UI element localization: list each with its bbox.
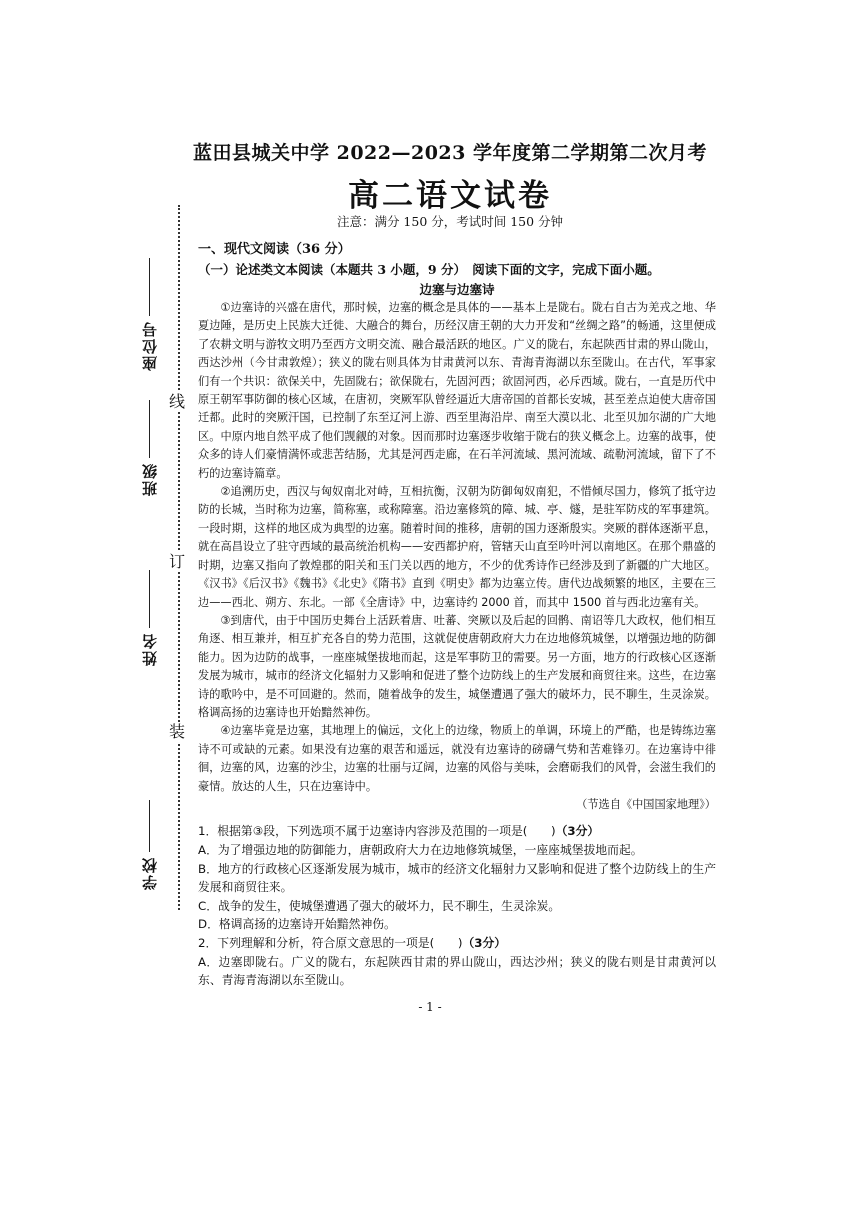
- class-field: [138, 400, 160, 496]
- article-source: （节选自《中国国家地理》）: [576, 797, 716, 811]
- school-field: [138, 800, 160, 890]
- part-heading: [198, 260, 716, 280]
- question-1-option-a[interactable]: A．为了增强边地的防御能力，唐朝政府大力在边地修筑城堡，一座座城堡拔地而起。: [198, 842, 643, 857]
- binding-mark-line: 线: [169, 392, 186, 411]
- name-label: 姓名: [140, 632, 159, 666]
- question-1-option-b[interactable]: B．地方的行政核心区逐渐发展为城市，城市的经济文化辐射力又影响和促进了整个边防线上的生产发展和商贸往来。: [198, 861, 716, 895]
- class-blank[interactable]: [149, 400, 150, 458]
- article-paragraph: ④边塞毕竟是边塞，其地理上的偏远，文化上的边缘，物质上的单调，环境上的严酷，也是铸练边塞诗不可或缺的元素。如果没有边塞的艰苦和遥远，就没有边塞诗的磅礴气势和苦难锋刃。在边塞诗中徘徊，边塞的风，边塞的沙尘，边塞的壮丽与辽阔，边塞的风俗与美味，会磨砺我们的风骨，会滋生我们的豪情。放达的人生，只在边塞诗中。: [198, 724, 716, 793]
- school-label: 学校: [140, 856, 159, 890]
- section-heading: 一、现代文阅读（36 分）: [198, 242, 351, 257]
- question-2: [198, 934, 716, 953]
- part-heading-text: （一）论述类文本阅读（本题共 3 小题，9 分）: [198, 262, 460, 277]
- article-paragraph: ③到唐代，由于中国历史舞台上活跃着唐、吐蕃、突厥以及后起的回鹘、南诏等几大政权，他们相互角逐、相互兼并，相互扩充各自的势力范围，这就促使唐朝政府大力在边地修筑城堡，以增强边地的防御能力。因为边防的战事，一座座城堡拔地而起，这是军事防卫的需要。另一方面，地方的行政核心区逐渐发展为城市，城市的经济文化辐射力又影响和促进了整个边防线上的生产发展和商贸往来。这些，在边塞诗的歌吟中，是不可回避的。然而，随着战争的发生，城堡遭遇了强大的破坏力，民不聊生，生灵涂炭。格调高扬的边塞诗也开始黯然神伤。: [198, 613, 716, 719]
- class-label: 班级: [140, 462, 159, 496]
- exam-note: 注意：满分 150 分，考试时间 150 分钟: [336, 214, 564, 229]
- school-blank[interactable]: [149, 800, 150, 852]
- article-title: 边塞与边塞诗: [419, 282, 495, 297]
- question-1-option-d[interactable]: D．格调高扬的边塞诗开始黯然神伤。: [198, 917, 396, 932]
- question-2-option-a[interactable]: A．边塞即陇右。广义的陇右，东起陕西甘肃的界山陇山，西达沙州；狭义的陇右则是甘肃黄河以东、青海青海湖以东至陇山。: [198, 954, 716, 988]
- question-1-stem: 1．根据第③段，下列选项不属于边塞诗内容涉及范围的一项是( ): [198, 824, 556, 839]
- question-2-stem: 2．下列理解和分析，符合原文意思的一项是( ): [198, 935, 463, 950]
- binding-mark-order: 订: [169, 552, 186, 571]
- exam-title: 蓝田县城关中学 2022—2023 学年度第二学期第二次月考: [193, 142, 707, 164]
- page-number: - 1 -: [418, 1000, 442, 1014]
- question-1: [198, 822, 716, 841]
- name-field: [138, 570, 160, 666]
- article-paragraph: ①边塞诗的兴盛在唐代，那时候，边塞的概念是具体的——基本上是陇右。陇右自古为羌戎之地、华夏边陲，是历史上民族大迁徙、大融合的舞台，历经汉唐王朝的大力开发和“丝绸之路”的畅通，这里便成了农耕文明与游牧文明乃至西方文明交流、融合最活跃的地区。广义的陇右，东起陕西甘肃的界山陇山，西达沙州（今甘肃敦煌）；狭义的陇右则具体为甘肃黄河以东、青海青海湖以东至陇山。在古代，军事家们有一个共识：欲保关中，先固陇右；欲保陇右，先固河西；欲固河西，必斥西域。陇右，一直是历代中原王朝军事防御的核心区域，在唐初，突厥军队曾经逼近大唐帝国的首都长安城，甚至差点迫使大唐帝国迁都。此时的突厥汗国，已控制了东至辽河上游、西至里海沿岸、南至大漠以北、北至贝加尔湖的广大地区。中原内地自然平成了他们觊觎的对象。因而那时边塞逐步收缩于陇右的狭义概念上。边塞的战事，使众多的诗人们豪情满怀或悲苦结肠，尤其是河西走廊，在石羊河流域、黑河流域、疏勒河流域，留下了不朽的边塞诗篇章。: [198, 301, 716, 480]
- seat-number-label: 座位号: [140, 320, 159, 371]
- article-paragraph: ②追溯历史，西汉与匈奴南北对峙，互相抗衡，汉朝为防御匈奴南犯，不惜倾尽国力，修筑了抵守边防的长城，当时称为边塞，简称塞，或称障塞。沿边塞修筑的障、城、亭、燧，是驻军防戍的军事建筑。一段时期，这样的地区成为典型的边塞。随着时间的推移，唐朝的国力逐渐殷实。突厥的群体逐渐平息，就在高昌设立了驻守西域的最高统治机构——安西都护府，管辖天山直至吟叶河以南地区。在那个鼎盛的时期，边塞又指向了敦煌郡的阳关和玉门关以西的地方，不少的优秀诗作已经涉及到了新疆的广大地区。《汉书》《后汉书》《魏书》《北史》《隋书》直到《明史》都为边塞立传。唐代边战频繁的地区，主要在三边——西北、朔方、东北。一部《全唐诗》中，边塞诗约 2000 首，而其中 1500 首与西北边塞有关。: [198, 485, 716, 609]
- exam-subtitle: 高二语文试卷: [348, 178, 552, 214]
- question-1-points: （3分）: [555, 824, 600, 839]
- question-2-points: （3分）: [462, 935, 507, 950]
- seat-number-blank[interactable]: [149, 258, 150, 316]
- part-instruction: 阅读下面的文字，完成下面小题。: [472, 262, 660, 277]
- exam-content: [198, 240, 716, 990]
- seat-number-field: [138, 258, 160, 371]
- name-blank[interactable]: [149, 570, 150, 628]
- binding-mark-bind: 装: [169, 722, 186, 741]
- question-1-option-c[interactable]: C．战争的发生，使城堡遭遇了强大的破坏力，民不聊生，生灵涂炭。: [198, 898, 561, 913]
